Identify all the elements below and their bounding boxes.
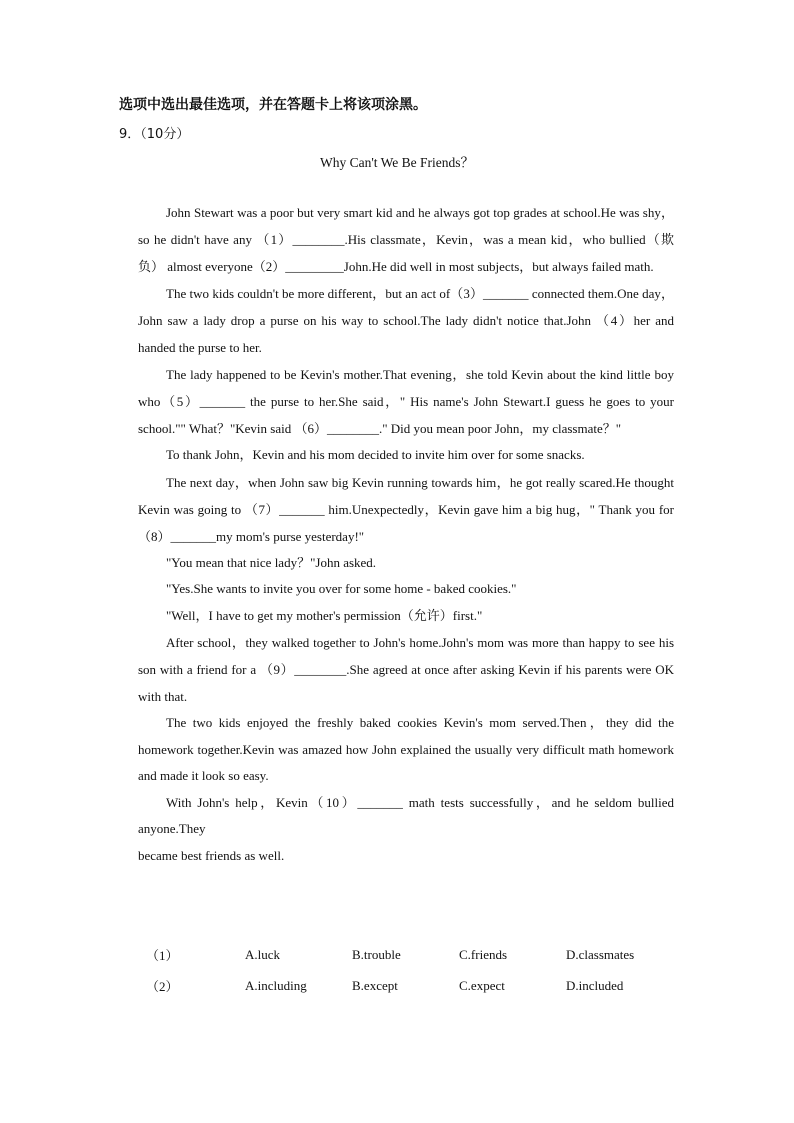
paragraph-3: The lady happened to be Kevin's mother.That evening，she told Kevin about the kind little boy who（5）_______ the purse to her.She said，" His name's John Stewart.I guess he goes to your school."" What？"Kevin said （6）________." Did you mean poor John，my classmate？": [138, 367, 674, 436]
option-d[interactable]: D.classmates: [566, 946, 635, 962]
option-row: [138, 970, 674, 1001]
option-number: （2）: [146, 979, 179, 994]
option-d[interactable]: D.included: [566, 977, 624, 993]
paragraph-10: The two kids enjoyed the freshly baked cookies Kevin's mom served.Then，they did the homework together.Kevin was amazed how John explained the usually very difficult math homework and made it look so easy.: [138, 715, 674, 783]
paragraph-6: "You mean that nice lady？"John asked.: [166, 554, 377, 570]
paragraph-8: "Well，I have to get my mother's permission（允许）first.": [166, 607, 483, 623]
question-header: 9．（10分）: [119, 127, 190, 142]
paragraph-7: "Yes.She wants to invite you over for some home - baked cookies.": [166, 581, 517, 596]
option-b[interactable]: B.except: [352, 977, 398, 993]
option-c[interactable]: C.expect: [459, 977, 505, 993]
option-c[interactable]: C.friends: [459, 946, 508, 962]
paragraph-4: To thank John，Kevin and his mom decided to invite him over for some snacks.: [166, 447, 585, 462]
paragraph-2: The two kids couldn't be more different，but an act of（3）_______ connected them.One day，John saw a lady drop a purse on his way to school.The lady didn't notice that.John （4）her and handed the purse to her.: [138, 286, 674, 355]
option-a[interactable]: A.including: [245, 977, 307, 993]
paragraph-5: The next day，when John saw big Kevin running towards him，he got really scared.He thought Kevin was going to （7）_______ him.Unexpectedly，Kevin gave him a big hug，" Thank you for （8）_______my mom's purse yesterday!": [138, 474, 674, 544]
option-b[interactable]: B.trouble: [352, 946, 401, 962]
passage-title: Why Can't We Be Friends？: [319, 155, 475, 170]
option-row: [138, 939, 674, 970]
section-instruction: 选项中选出最佳选项，并在答题卡上将该项涂黑。: [119, 97, 427, 113]
paragraph-1: John Stewart was a poor but very smart kid and he always got top grades at school.He was shy，so he didn't have any （1）________.His classmate，Kevin，was a mean kid，who bullied（欺负） almost everyone（2）_________John.He did well in most subjects，but always failed math.: [138, 205, 674, 274]
paragraph-9: After school，they walked together to John's home.John's mom was more than happy to see his son with a friend for a （9）________.She agreed at once after asking Kevin if his parents were OK with that.: [138, 635, 674, 704]
passage: [138, 199, 674, 869]
option-number: （1）: [146, 948, 179, 963]
option-a[interactable]: A.luck: [245, 946, 281, 962]
paragraph-11: With John's help，Kevin（10）_______ math tests successfully，and he seldom bullied anyone.They: [138, 794, 674, 836]
options-table: [138, 939, 674, 1001]
paragraph-12: became best friends as well.: [138, 847, 285, 863]
